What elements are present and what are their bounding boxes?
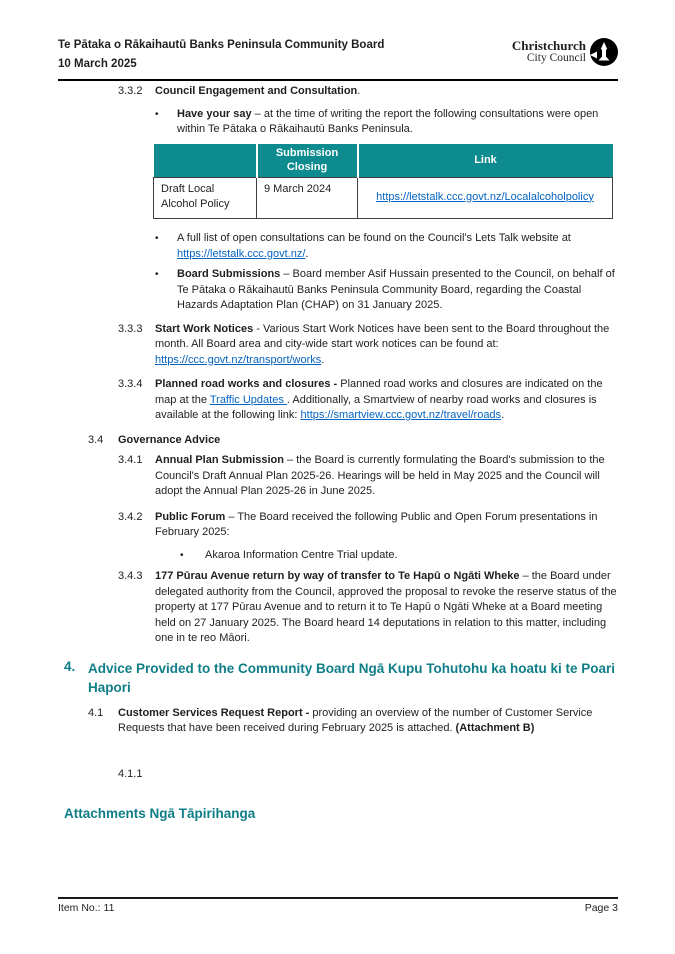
logo-line1: Christchurch	[511, 38, 586, 53]
bullet-text: Board Submissions – Board member Asif Hussain presented to the Council, on behalf of Te Pātaka o Rākaihautū Banks Peninsula Community Board, regarding the Coastal Hazards Adaptation Plan (CHAP) on 31 January 2025.	[177, 268, 615, 311]
bullet-icon: •	[180, 549, 184, 561]
governance-advice-heading: Governance Advice	[118, 433, 221, 446]
table-header-row	[154, 144, 613, 178]
document-body	[58, 84, 618, 823]
board-title: Te Pātaka o Rākaihautū Banks Peninsula Community Board	[58, 39, 385, 51]
table-header-empty	[154, 144, 257, 178]
clause-text: 177 Pūrau Avenue return by way of transfer to Te Hapū o Ngāti Wheke – the Board under delegated authority from the Council, approved the proposal to revoke the reserve status of the property at 177 Pūrau Avenue and to return it to Te Hapū o Ngāti Wheke at a Board meeting held on 27 January 2025. The Board heard 14 deputations in relation to this matter, including one in te reo Māori.	[155, 570, 617, 644]
christchurch-city-council-icon	[590, 38, 618, 66]
section-number: 4.	[64, 658, 76, 674]
clause-number: 3.3.4	[118, 378, 143, 390]
meeting-date: 10 March 2025	[58, 58, 137, 70]
section-4	[58, 659, 618, 697]
clause-text: Start Work Notices - Various Start Work Notices have been sent to the Board throughout the month. All Board area and city-wide start work notices can be found at: https://ccc.govt.nz/transport/works.	[155, 322, 610, 366]
bullet-board-submissions	[58, 267, 618, 314]
council-logo	[497, 38, 618, 66]
clause-number: 3.4	[88, 433, 104, 446]
lets-talk-link[interactable]: https://letstalk.ccc.govt.nz/	[177, 247, 306, 260]
council-logo-text	[497, 39, 586, 65]
bullet-text: A full list of open consultations can be found on the Council's Lets Talk website at https://letstalk.ccc.govt.nz/.	[177, 232, 571, 260]
closing-date-cell: 9 March 2024	[257, 178, 358, 219]
clause-number: 4.1	[88, 706, 104, 719]
clause-number: 3.3.3	[118, 322, 143, 335]
section-3-3-4	[58, 377, 618, 424]
bullet-text: Have your say – at the time of writing the report the following consultations were open within Te Pātaka o Rākaihautū Banks Peninsula.	[177, 107, 599, 135]
clause-text: Planned road works and closures - Planned road works and closures are indicated on the map at the Traffic Updates . Additionally, a Smartview of nearby road works and closures is available at the following link: https://smartview.ccc.govt.nz/travel/roads.	[155, 378, 603, 421]
clause-text: Annual Plan Submission – the Board is currently formulating the Board's submission to the Council's Draft Annual Plan 2025-26. Hearings will be held in May 2025 and the Council will adopt the Annual Plan 2025-26 in June 2025.	[155, 454, 605, 497]
link-cell	[358, 178, 613, 219]
header-title	[58, 36, 384, 74]
clause-text: Customer Services Request Report - providing an overview of the number of Customer Service Requests that have been received during February 2025 is attached. (Attachment B)	[118, 706, 593, 734]
clause-number: 3.4.1	[118, 454, 143, 466]
page-number: Page 3	[584, 902, 618, 914]
section-3-4-3	[58, 569, 618, 647]
table-header-submission-closing: Submission Closing	[257, 144, 358, 178]
bullet-icon: •	[155, 108, 159, 120]
section-3-3-3	[58, 322, 618, 369]
page-header	[58, 36, 618, 81]
consultations-table	[153, 144, 613, 220]
item-number: Item No.: 11	[58, 902, 115, 914]
clause-number: 3.4.3	[118, 570, 143, 582]
page-footer	[58, 897, 618, 917]
clause-number: 3.4.2	[118, 510, 143, 523]
smartview-link[interactable]: https://smartview.ccc.govt.nz/travel/roads	[300, 409, 502, 421]
clause-text-empty	[155, 767, 618, 783]
bullet-lets-talk	[58, 231, 618, 262]
section-4-1-1	[58, 767, 618, 783]
bullet-have-your-say	[58, 107, 618, 138]
bullet-text: Akaroa Information Centre Trial update.	[205, 548, 398, 561]
transport-works-link[interactable]: https://ccc.govt.nz/transport/works	[155, 353, 322, 366]
traffic-updates-link[interactable]: Traffic Updates	[209, 393, 287, 406]
logo-line2: City Council	[526, 52, 586, 64]
attachments-heading: Attachments Ngā Tāpirihanga	[64, 806, 256, 821]
clause-number: 4.1.1	[118, 767, 143, 780]
table-header-link: Link	[358, 144, 613, 178]
section-3-4-2	[58, 510, 618, 541]
section-4-heading: Advice Provided to the Community Board Ngā Kupu Tohutohu ka hoatu ki te Poari Hapori	[88, 660, 616, 695]
clause-number: 3.3.2	[118, 85, 143, 97]
table-row	[154, 178, 613, 219]
bullet-icon: •	[155, 269, 159, 280]
bullet-icon: •	[155, 233, 159, 244]
clause-text: Public Forum – The Board received the following Public and Open Forum presentations in February 2025:	[155, 510, 598, 538]
section-3-4-1	[58, 453, 618, 500]
consultation-name-cell: Draft Local Alcohol Policy	[154, 178, 257, 219]
section-4-1	[58, 706, 618, 737]
local-alcohol-policy-link[interactable]: https://letstalk.ccc.govt.nz/Localalcoholpolicy	[376, 190, 594, 203]
section-3-3-2	[58, 84, 618, 100]
bullet-akaroa	[58, 548, 618, 564]
section-3-4	[58, 433, 618, 449]
clause-text: Council Engagement and Consultation.	[155, 85, 361, 97]
